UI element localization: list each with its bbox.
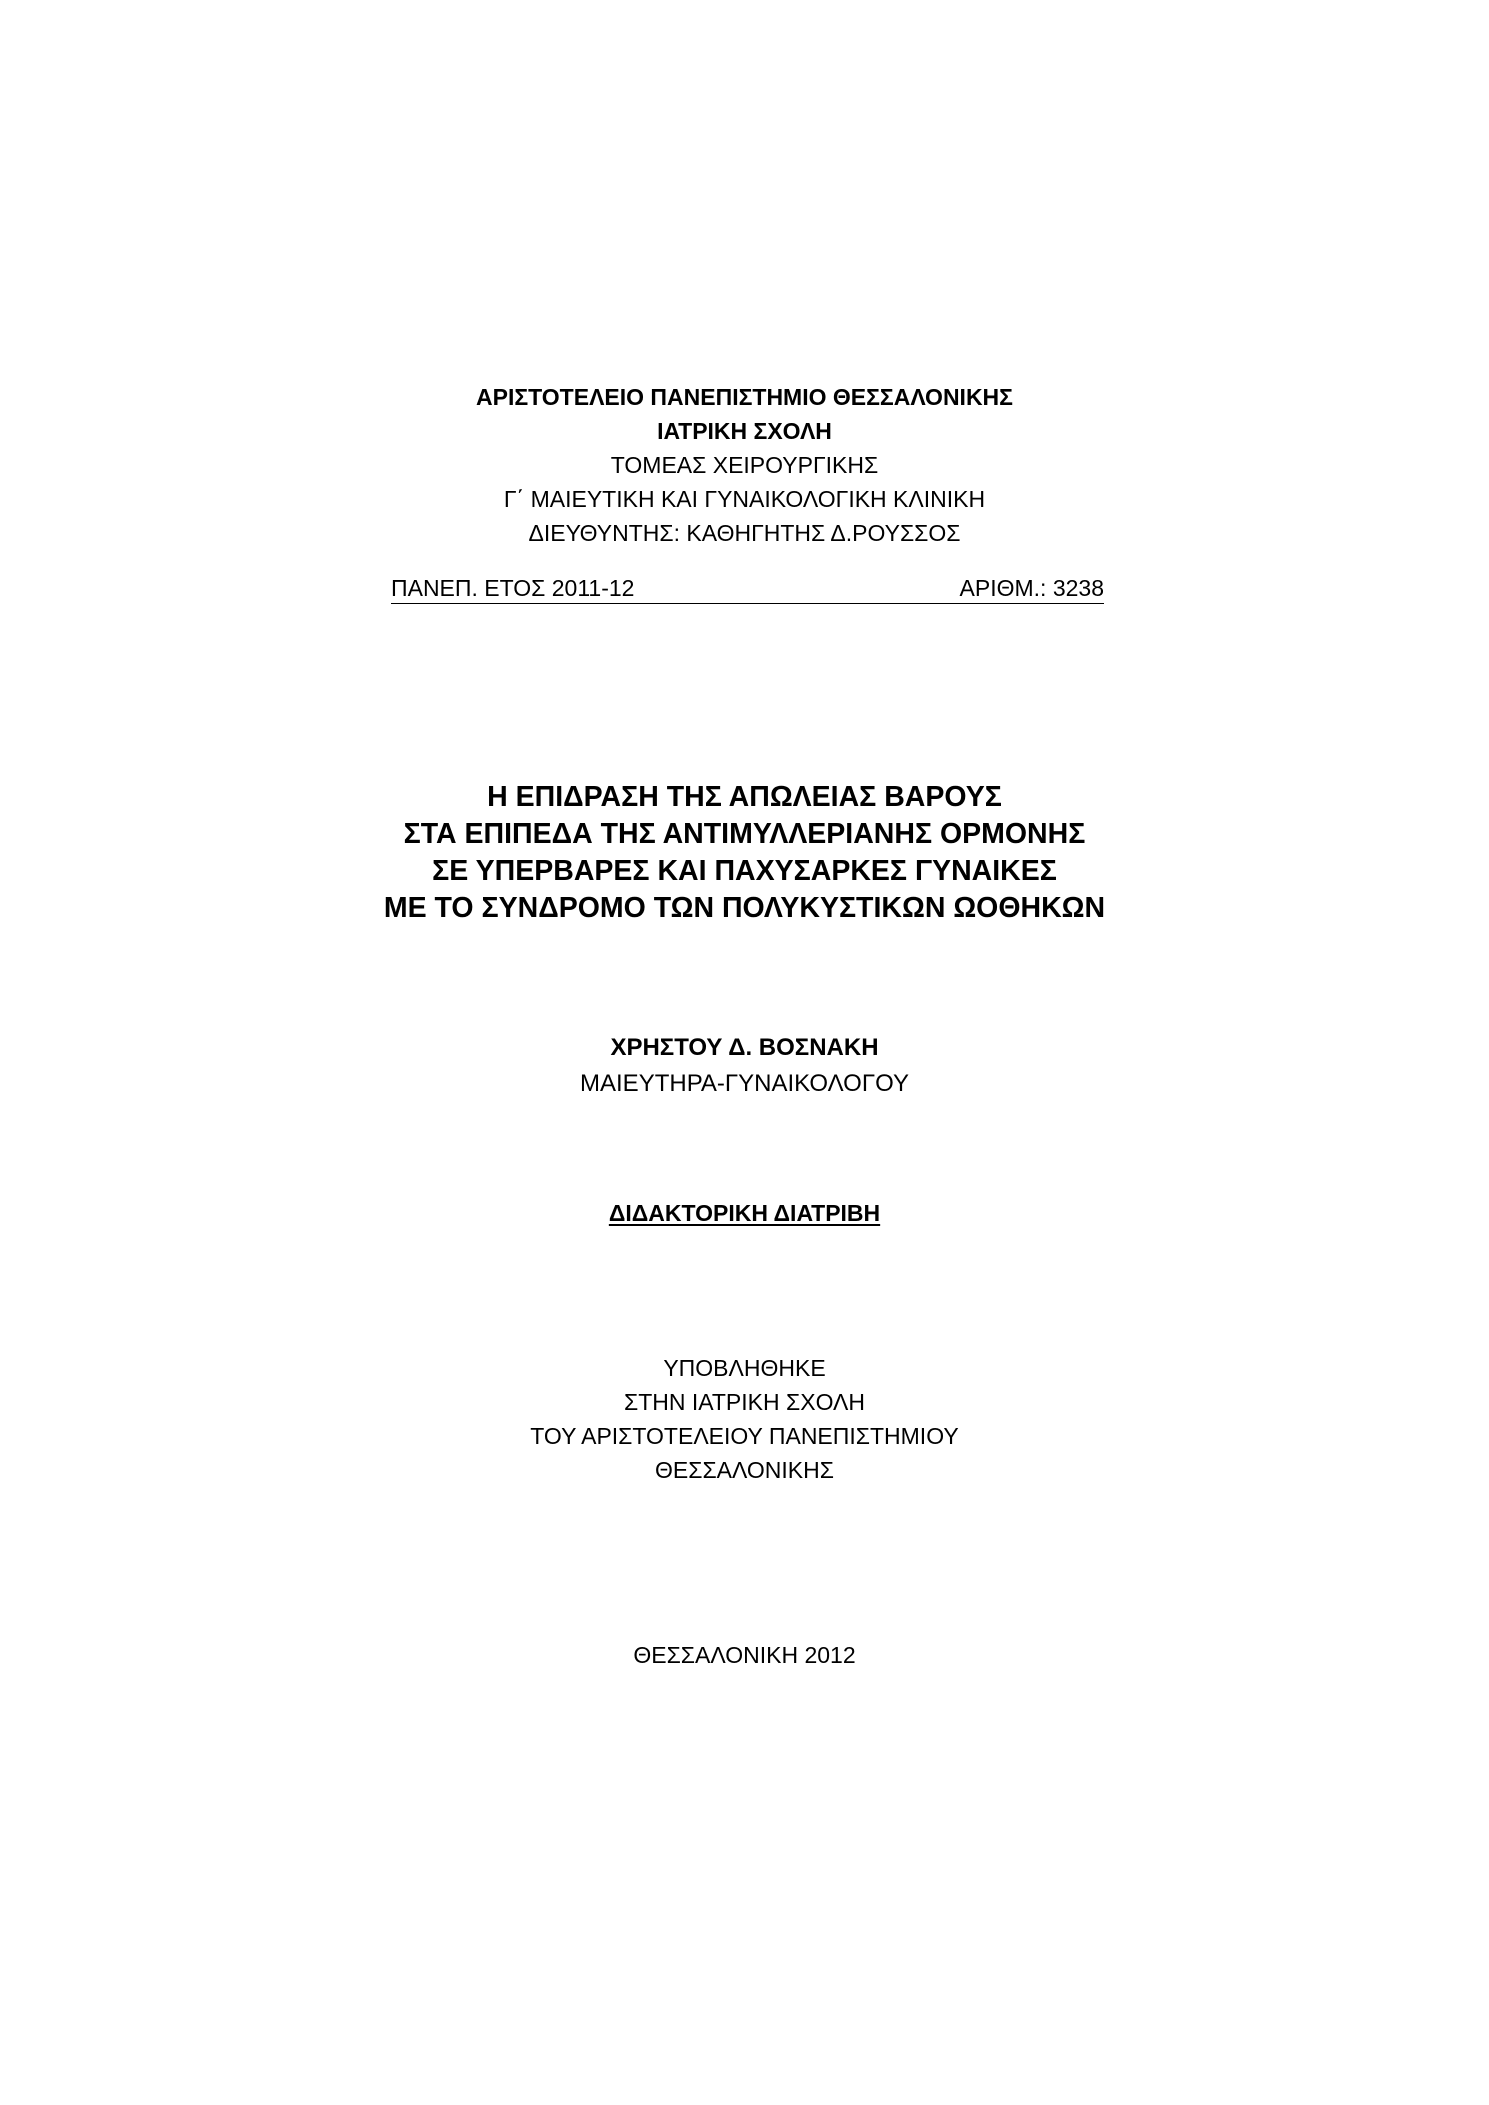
thesis-type-label: ΔΙΔΑΚΤΟΡΙΚΗ ΔΙΑΤΡΙΒΗ (608, 1200, 881, 1226)
place-date: ΘΕΣΣΑΛΟΝΙΚΗ 2012 (633, 1642, 856, 1668)
department-name: ΤΟΜΕΑΣ ΧΕΙΡΟΥΡΓΙΚΗΣ (610, 452, 879, 478)
clinic-name: Γ΄ ΜΑΙΕΥΤΙΚΗ ΚΑΙ ΓΥΝΑΙΚΟΛΟΓΙΚΗ ΚΛΙΝΙΚΗ (503, 486, 986, 512)
title-line: ΣΕ ΥΠΕΡΒΑΡΕΣ ΚΑΙ ΠΑΧΥΣΑΡΚΕΣ ΓΥΝΑΙΚΕΣ (432, 855, 1057, 887)
academic-year: ΠΑΝΕΠ. ΕΤΟΣ 2011-12 (391, 575, 635, 601)
submission-statement (0, 1351, 1489, 1487)
place-date-block (0, 1638, 1489, 1672)
thesis-number: ΑΡΙΘΜ.: 3238 (959, 575, 1104, 601)
author-block (0, 1030, 1489, 1102)
submission-line: ΥΠΟΒΛΗΘΗΚΕ (663, 1355, 826, 1381)
university-name: ΑΡΙΣΤΟΤΕΛΕΙΟ ΠΑΝΕΠΙΣΤΗΜΙΟ ΘΕΣΣΑΛΟΝΙΚΗΣ (476, 384, 1013, 410)
school-name: ΙΑΤΡΙΚΗ ΣΧΟΛΗ (657, 418, 832, 444)
submission-line: ΘΕΣΣΑΛΟΝΙΚΗΣ (655, 1457, 834, 1483)
title-line: Η ΕΠΙΔΡΑΣΗ ΤΗΣ ΑΠΩΛΕΙΑΣ ΒΑΡΟΥΣ (487, 781, 1002, 813)
author-profession: ΜΑΙΕΥΤΗΡΑ-ΓΥΝΑΙΚΟΛΟΓΟΥ (580, 1070, 909, 1097)
title-line: ΜΕ ΤΟ ΣΥΝΔΡΟΜΟ ΤΩΝ ΠΟΛΥΚΥΣΤΙΚΩΝ ΩΟΘΗΚΩΝ (383, 892, 1106, 924)
submission-line: ΣΤΗΝ ΙΑΤΡΙΚΗ ΣΧΟΛΗ (623, 1389, 866, 1415)
institution-header (0, 380, 1489, 550)
director-line: ΔΙΕΥΘΥΝΤΗΣ: ΚΑΘΗΓΗΤΗΣ Δ.ΡΟΥΣΣΟΣ (528, 520, 961, 546)
thesis-type-block (0, 1197, 1489, 1229)
academic-year-row (391, 573, 1104, 604)
thesis-title (0, 779, 1489, 927)
submission-line: ΤΟΥ ΑΡΙΣΤΟΤΕΛΕΙΟΥ ΠΑΝΕΠΙΣΤΗΜΙΟΥ (530, 1423, 959, 1449)
title-line: ΣΤΑ ΕΠΙΠΕΔΑ ΤΗΣ ΑΝΤΙΜΥΛΛΕΡΙΑΝΗΣ ΟΡΜΟΝΗΣ (403, 818, 1086, 850)
author-name: ΧΡΗΣΤΟΥ Δ. ΒΟΣΝΑΚΗ (610, 1034, 879, 1061)
